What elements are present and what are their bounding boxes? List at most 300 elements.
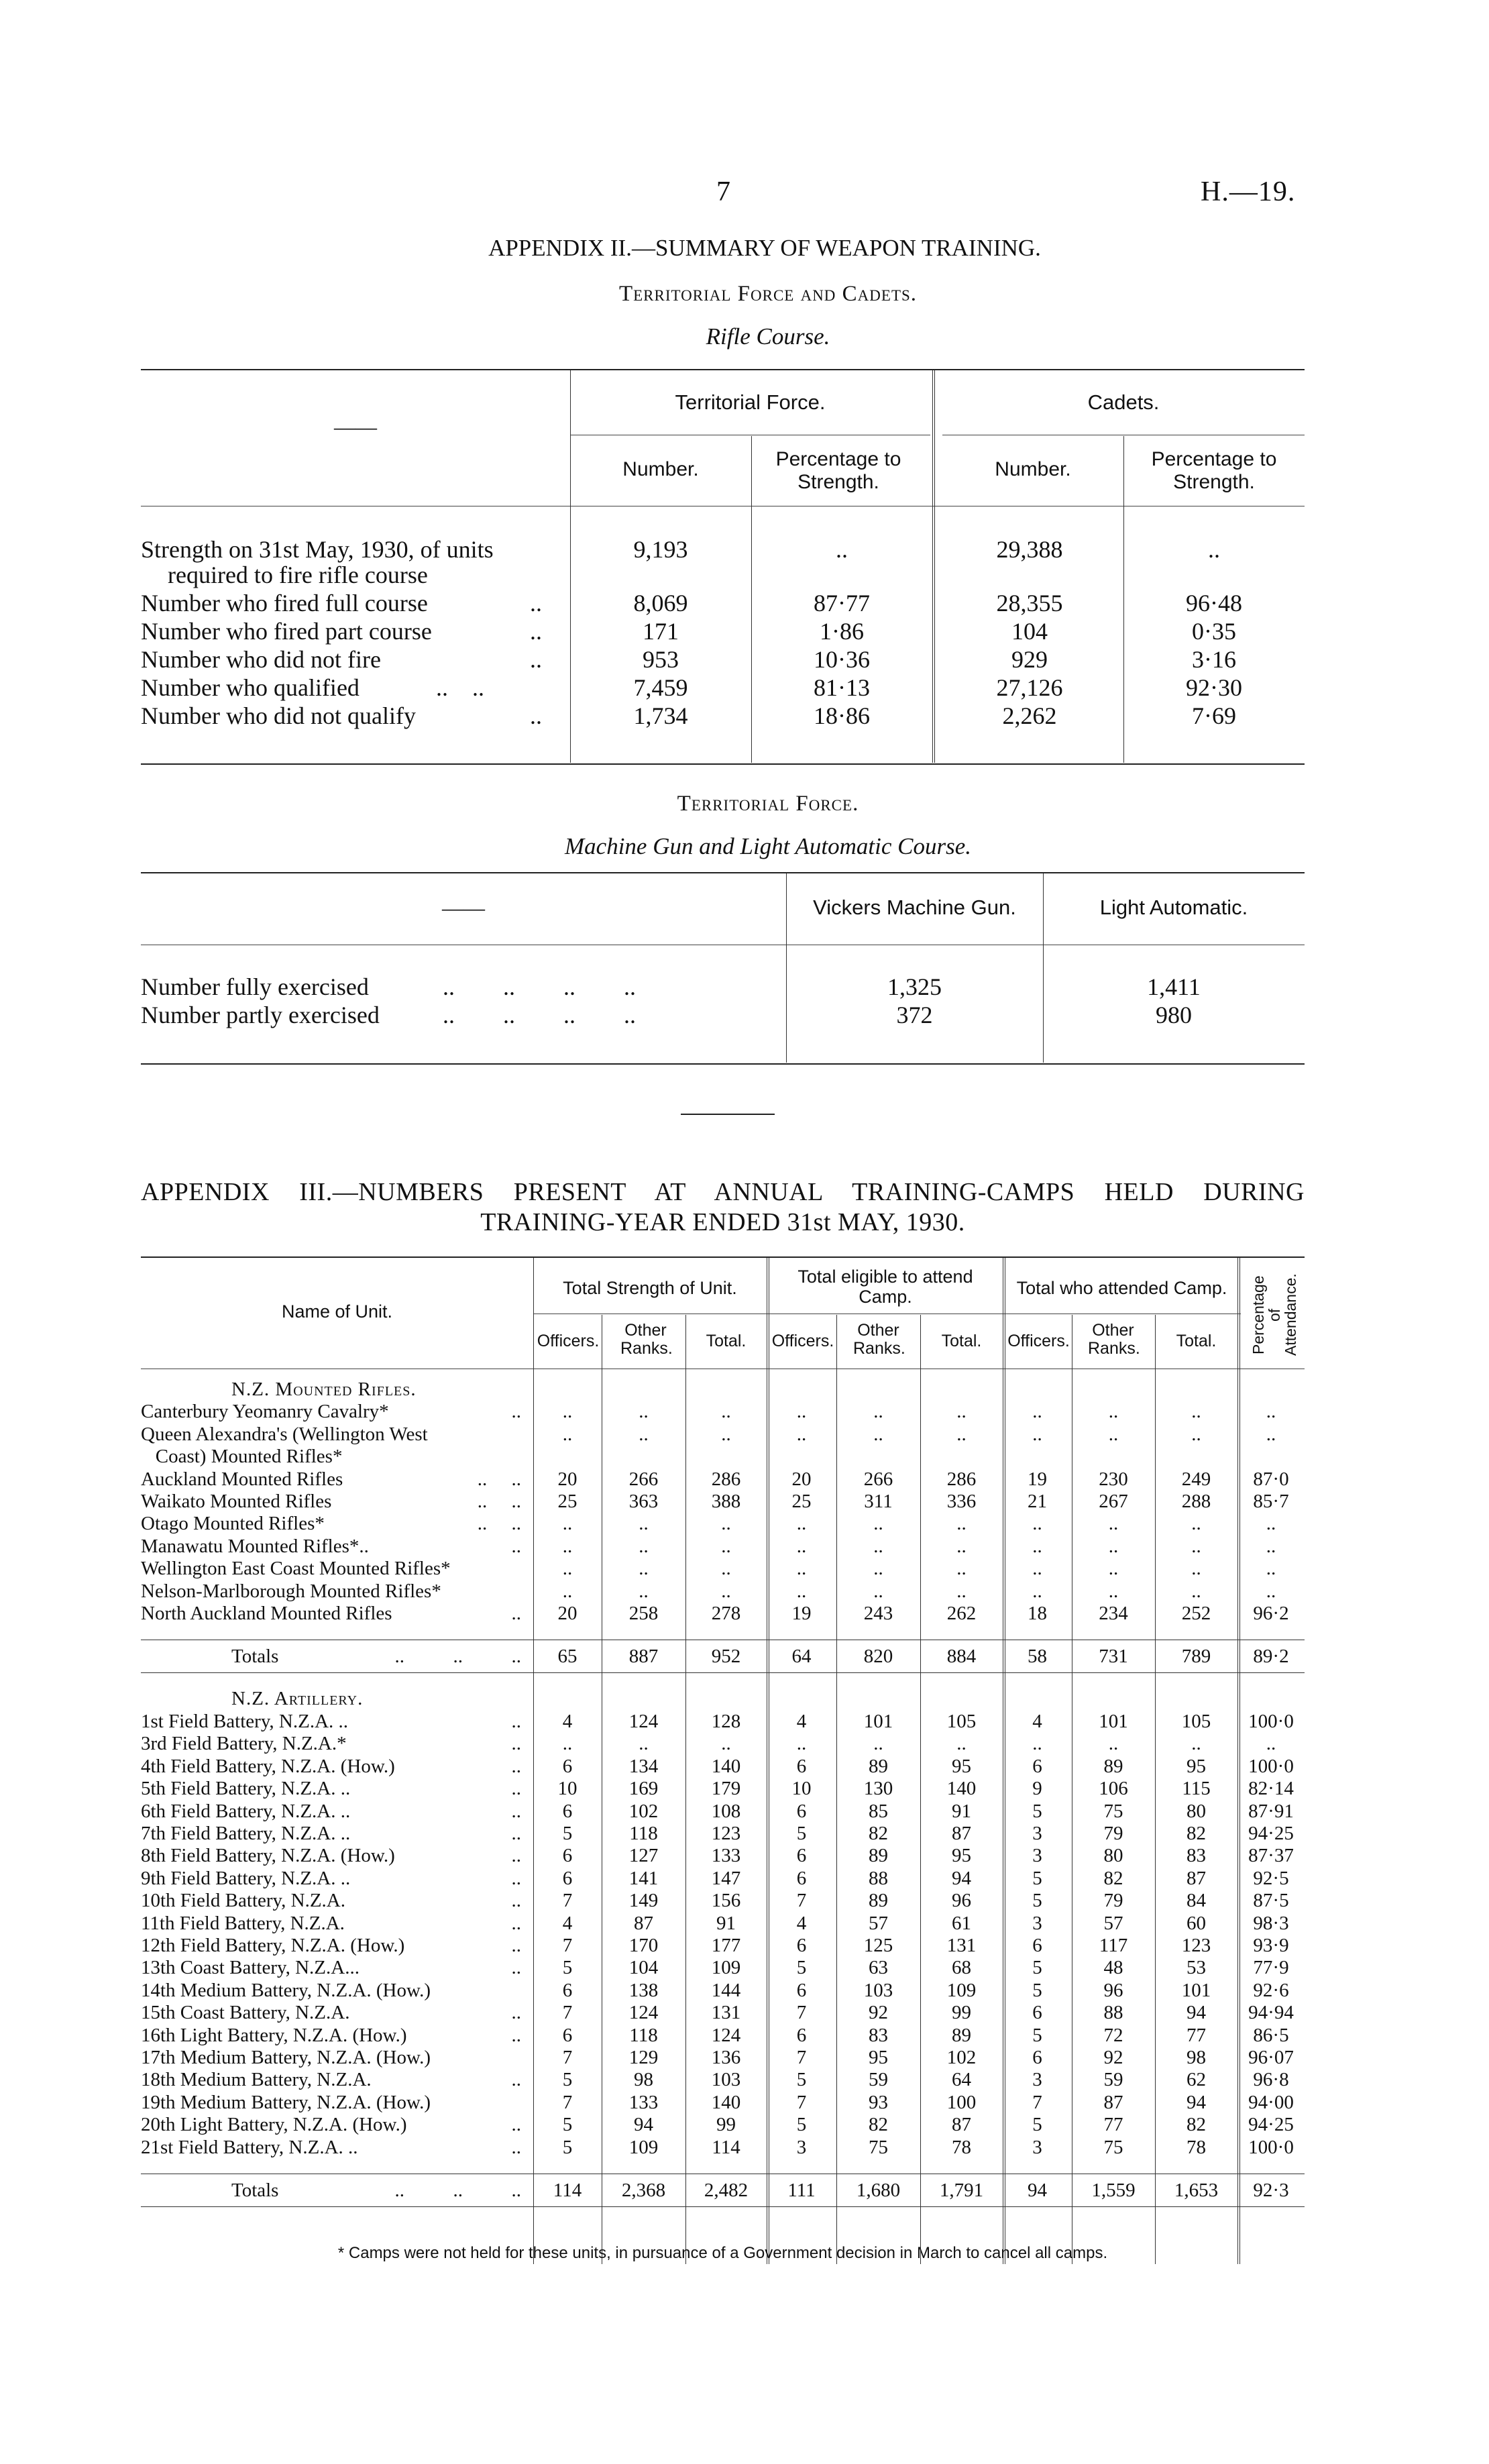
value-cell: 96 [952,1890,971,1912]
value-cell: 96·2 [1253,1603,1289,1625]
value-cell: .. [873,1558,883,1580]
value-cell: 388 [711,1491,741,1513]
value-cell: .. [873,1733,883,1755]
empty-cell [1072,1379,1155,1401]
value-cell: .. [1191,1423,1201,1445]
value-cell: 92·3 [1237,2174,1305,2207]
value-cell: 87·37 [1248,1845,1294,1867]
rifle-row-label: Number who qualified [141,674,360,701]
unit-name: 11th Field Battery, N.Z.A. [141,1912,345,1934]
rifle-row-label: Number who did not qualify [141,702,416,729]
unit-name: 14th Medium Battery, N.Z.A. (How.) [141,1979,431,2001]
value-cell: 84 [1187,1890,1206,1912]
value-cell: 140 [946,1778,977,1800]
value-cell: .. [796,1733,807,1755]
value-cell: 5 [1032,1867,1042,1889]
sub-header-total: Total. [941,1332,982,1350]
leader-dots: .. [530,702,542,729]
leader-dots: .. [511,1912,521,1934]
value-cell: 134 [628,1755,659,1777]
table-row [141,2137,1305,2159]
table-row [141,1401,1305,1423]
value-cell: 109 [628,2136,659,2158]
unit-name: 15th Coast Battery, N.Z.A. [141,2002,350,2024]
value-cell: 78 [1187,2136,1206,2158]
value-cell: 820 [836,1640,920,1673]
unit-name: 17th Medium Battery, N.Z.A. (How.) [141,2046,431,2068]
value-cell: 86·5 [1253,2024,1289,2046]
table-row [141,1558,1305,1580]
value-cell: 4 [796,1912,807,1934]
footnote: * Camps were not held for these units, in pursuance of a Government decision in March to cancel all camps. [337,2244,1108,2262]
value-cell: .. [1032,1423,1042,1445]
rifle-tf-number: 171 [643,618,679,645]
leader-dots: .. .. .. [394,1646,521,1668]
value-cell: 311 [864,1491,893,1513]
value-cell: .. [721,1535,731,1557]
value-cell: 99 [716,2114,736,2136]
value-cell: 101 [1099,1710,1128,1732]
value-cell: 4 [1032,1710,1042,1732]
value-cell: 87 [634,1912,653,1934]
empty-cell [1237,1379,1305,1401]
value-cell: .. [639,1733,649,1755]
value-cell: 92 [1103,2046,1123,2068]
value-cell: 101 [863,1710,893,1732]
value-cell: 57 [869,1912,888,1934]
table-row [141,1913,1305,1935]
unit-name: 4th Field Battery, N.Z.A. (How.) [141,1755,395,1777]
value-cell: .. [639,1423,649,1445]
leader-dots: .. [511,1778,521,1800]
rifle-tf-percentage: .. [836,536,848,563]
value-cell: 98 [634,2069,653,2091]
mg-stub-header: —— [442,896,485,920]
value-cell: 53 [1187,1957,1206,1979]
value-cell: 887 [602,1640,685,1673]
value-cell: 62 [1187,2069,1206,2091]
appendix-3-title: APPENDIX III.—NUMBERS PRESENT AT ANNUAL TRAINING-CAMPS HELD DURING [141,1178,1305,1206]
unit-name: 8th Field Battery, N.Z.A. (How.) [141,1845,395,1867]
value-cell: 363 [628,1491,659,1513]
value-cell: 6 [796,2024,807,2046]
mg-caption: Machine Gun and Light Automatic Course. [565,833,971,859]
sub-header-other-ranks: Other Ranks. [1088,1321,1140,1358]
value-cell: 2,368 [602,2174,685,2207]
rifle-cadets-number: 27,126 [996,674,1063,701]
value-cell: 87 [952,1822,971,1844]
value-cell: .. [1108,1558,1119,1580]
value-cell: 278 [711,1603,741,1625]
value-cell: .. [1108,1535,1119,1557]
rifle-row-label-continued: required to fire rifle course [168,561,428,588]
empty-cell [836,1379,920,1401]
leader-dots: .. [511,1934,521,1956]
value-cell: 140 [711,1755,741,1777]
unit-name: 13th Coast Battery, N.Z.A... [141,1957,360,1979]
value-cell: 89 [869,1755,888,1777]
spacer [141,2159,1305,2174]
value-cell: .. [956,1401,967,1423]
value-cell: .. [721,1423,731,1445]
leader-dots: .. [511,1822,521,1844]
value-cell: 108 [711,1800,741,1822]
value-cell: 75 [1103,2136,1123,2158]
table-row [141,2047,1305,2069]
mg-subtitle: Territorial Force. [677,792,859,816]
leader-dots: .. [511,2069,521,2091]
value-cell: 88 [869,1867,888,1889]
value-cell: .. [1266,1535,1276,1557]
value-cell: 100·0 [1248,1755,1294,1777]
value-cell: .. [562,1513,573,1535]
value-cell: 64 [767,1640,836,1673]
group-header-total-eligible: Total eligible to attend Camp. [797,1267,973,1307]
unit-name: Auckland Mounted Rifles [141,1468,343,1490]
value-cell: 128 [711,1710,741,1732]
mg-light-value: 980 [1156,1002,1192,1028]
value-cell: 83 [1187,1845,1206,1867]
value-cell: .. [1108,1733,1119,1755]
value-cell: 94 [952,1867,971,1889]
value-cell: 109 [946,1979,977,2001]
table-row [141,1536,1305,1558]
rifle-cadets-number: 29,388 [996,536,1063,563]
unit-name: 12th Field Battery, N.Z.A. (How.) [141,1934,405,1956]
group-header-total-strength: Total Strength of Unit. [563,1278,737,1298]
unit-name: 18th Medium Battery, N.Z.A. [141,2069,372,2091]
col-header-tf-percentage: Percentage to Strength. [775,448,901,493]
value-cell: 141 [628,1867,659,1889]
unit-name: 5th Field Battery, N.Z.A. .. [141,1778,351,1800]
value-cell: 286 [711,1468,741,1490]
value-cell: 75 [1103,1800,1123,1822]
appendix-3-title-line2: TRAINING-YEAR ENDED 31st MAY, 1930. [480,1208,965,1236]
table-row [141,2025,1305,2047]
value-cell: .. [796,1580,807,1602]
empty-cell [602,1379,685,1401]
value-cell: 111 [767,2174,836,2207]
value-cell: 58 [1003,1640,1072,1673]
leader-dots: .. [511,1710,521,1732]
value-cell: 80 [1103,1845,1123,1867]
empty-cell [1003,1379,1072,1401]
unit-name: 16th Light Battery, N.Z.A. (How.) [141,2024,407,2046]
value-cell: 78 [952,2136,971,2158]
empty-cell [685,1688,767,1710]
value-cell: 124 [628,2002,659,2024]
table-row [141,1778,1305,1800]
value-cell: .. [873,1535,883,1557]
value-cell: 2,482 [685,2174,767,2207]
value-cell: 109 [711,1957,741,1979]
value-cell: 6 [1032,2002,1042,2024]
value-cell: .. [1032,1535,1042,1557]
value-cell: 5 [562,2136,573,2158]
value-cell: .. [721,1580,731,1602]
value-cell: 147 [711,1867,741,1889]
value-cell: .. [562,1733,573,1755]
value-cell: 133 [711,1845,741,1867]
value-cell: 95 [1187,1755,1206,1777]
value-cell: 105 [1181,1710,1211,1732]
value-cell: 87 [1187,1867,1206,1889]
rifle-tf-percentage: 81·13 [814,674,870,701]
leader-dots: .. [530,646,542,673]
unit-name: 10th Field Battery, N.Z.A. [141,1890,345,1912]
value-cell [602,1446,685,1468]
value-cell: 124 [628,1710,659,1732]
mg-row-label: Number fully exercised [141,973,369,1000]
empty-cell [1237,1688,1305,1710]
value-cell: .. [956,1580,967,1602]
value-cell: .. [639,1401,649,1423]
table-row [141,1980,1305,2002]
value-cell: .. [562,1535,573,1557]
document-reference: H.—19. [1201,176,1296,207]
leader-dots: .. [511,1733,521,1755]
totals-row [141,2174,1305,2207]
mg-light-value: 1,411 [1147,973,1201,1000]
value-cell: 101 [1181,1979,1211,2001]
value-cell: 127 [628,1845,659,1867]
leader-dots: .. [511,1845,521,1867]
empty-cell [1003,1688,1072,1710]
value-cell: 82 [1187,1822,1206,1844]
value-cell: .. [1032,1401,1042,1423]
value-cell: 83 [869,2024,888,2046]
value-cell [1155,1446,1237,1468]
section-heading: N.Z. Mounted Rifles. [231,1379,417,1400]
value-cell: 3 [796,2136,807,2158]
value-cell: 95 [952,1845,971,1867]
value-cell: 20 [557,1603,577,1625]
value-cell: 82 [869,1822,888,1844]
value-cell: .. [1266,1733,1276,1755]
value-cell: 5 [562,2114,573,2136]
value-cell: 5 [1032,1890,1042,1912]
value-cell: 138 [628,1979,659,2001]
value-cell: .. [956,1733,967,1755]
value-cell: 94·94 [1248,2002,1294,2024]
value-cell: 131 [946,1934,977,1956]
mg-row-label: Number partly exercised [141,1002,380,1028]
value-cell: 82 [869,2114,888,2136]
value-cell: 252 [1181,1603,1211,1625]
value-cell: .. [1191,1558,1201,1580]
value-cell: 80 [1187,1800,1206,1822]
col-header-cadets-number: Number. [995,458,1071,480]
value-cell: 177 [711,1934,741,1956]
value-cell: 115 [1182,1778,1211,1800]
table-row [141,1711,1305,1733]
value-cell: 82 [1187,2114,1206,2136]
table-row [141,2069,1305,2091]
rifle-cadets-percentage: 7·69 [1192,702,1236,729]
empty-cell [533,1688,602,1710]
col-header-cadets-percentage: Percentage to Strength. [1151,448,1277,493]
totals-label: Totals [231,2180,279,2201]
value-cell: 77 [1187,2024,1206,2046]
totals-label: Totals [231,1646,279,1668]
value-cell: .. [796,1558,807,1580]
value-cell: .. [1266,1513,1276,1535]
value-cell: .. [956,1535,967,1557]
value-cell: 95 [869,2046,888,2068]
value-cell: 6 [796,1800,807,1822]
value-cell: 249 [1181,1468,1211,1490]
value-cell: 7 [796,2046,807,2068]
empty-cell [836,1688,920,1710]
value-cell: .. [1108,1513,1119,1535]
value-cell: 64 [952,2069,971,2091]
unit-name: Coast) Mounted Rifles* [141,1446,343,1468]
table-row [141,1603,1305,1625]
value-cell: 4 [796,1710,807,1732]
value-cell: 124 [711,2024,741,2046]
value-cell: 7 [1032,2091,1042,2113]
rifle-cadets-percentage: 3·16 [1192,646,1236,673]
leader-dots: .. .. .. .. [443,1002,636,1028]
leader-dots: .. [530,590,542,617]
table-row [141,2002,1305,2024]
value-cell: 243 [863,1603,893,1625]
rifle-cadets-number: 104 [1011,618,1048,645]
value-cell: 123 [711,1822,741,1844]
value-cell: 118 [629,2024,658,2046]
value-cell: 87 [1103,2091,1123,2113]
value-cell: 89 [1103,1755,1123,1777]
value-cell: 94·25 [1248,1822,1294,1844]
value-cell: 7 [562,1890,573,1912]
leader-dots: .. .. [477,1468,521,1490]
rifle-tf-number: 8,069 [633,590,688,617]
value-cell: 25 [791,1491,812,1513]
col-header-percentage-attendance: Percentage of Attendance. [1250,1273,1299,1356]
value-cell: 118 [629,1822,658,1844]
rifle-cadets-percentage: 92·30 [1186,674,1242,701]
sub-header-total: Total. [706,1332,747,1350]
value-cell: 93 [869,2091,888,2113]
table-row [141,1935,1305,1957]
empty-cell [767,1379,836,1401]
leader-dots: .. .. [436,674,484,701]
value-cell: 100 [946,2091,977,2113]
unit-name: Wellington East Coast Mounted Rifles* [141,1558,451,1580]
value-cell: 3 [1032,1912,1042,1934]
value-cell: 75 [869,2136,888,2158]
value-cell: 130 [863,1778,893,1800]
value-cell: 6 [562,1867,573,1889]
table-row [141,1845,1305,1867]
value-cell: 262 [946,1603,977,1625]
value-cell: 136 [711,2046,741,2068]
unit-name: 6th Field Battery, N.Z.A. .. [141,1800,351,1822]
value-cell: 94 [634,2114,653,2136]
value-cell: 98·3 [1253,1912,1289,1934]
value-cell: 59 [869,2069,888,2091]
value-cell: .. [1191,1401,1201,1423]
value-cell: .. [1032,1558,1042,1580]
leader-dots: .. [511,2114,521,2136]
rifle-cadets-number: 2,262 [1002,702,1057,729]
unit-name: Canterbury Yeomanry Cavalry* [141,1401,389,1423]
value-cell: 144 [711,1979,741,2001]
value-cell: .. [796,1513,807,1535]
value-cell: .. [721,1401,731,1423]
rifle-course-caption: Rifle Course. [706,323,830,350]
value-cell: 5 [562,1822,573,1844]
value-cell: .. [1108,1401,1119,1423]
value-cell: 106 [1099,1778,1128,1800]
value-cell: 85 [869,1800,888,1822]
unit-name: 20th Light Battery, N.Z.A. (How.) [141,2114,407,2136]
mg-vickers-value: 372 [896,1002,933,1028]
empty-cell [920,1688,1003,1710]
value-cell [533,1446,602,1468]
value-cell: 89 [952,2024,971,2046]
unit-name: North Auckland Mounted Rifles [141,1603,392,1625]
value-cell: 266 [628,1468,659,1490]
value-cell: 156 [711,1890,741,1912]
value-cell: .. [873,1401,883,1423]
value-cell: 5 [1032,1979,1042,2001]
value-cell: 170 [628,1934,659,1956]
value-cell: .. [796,1423,807,1445]
value-cell: .. [1266,1401,1276,1423]
unit-name: Manawatu Mounted Rifles*.. [141,1535,369,1557]
rifle-tf-number: 1,734 [633,702,688,729]
value-cell: 125 [863,1934,893,1956]
value-cell: .. [1032,1513,1042,1535]
rifle-tf-number: 9,193 [633,536,688,563]
leader-dots: .. [511,2002,521,2024]
rifle-tf-number: 953 [643,646,679,673]
table-row [141,1424,1305,1446]
rifle-cadets-percentage: 0·35 [1192,618,1236,645]
value-cell: 114 [712,2136,740,2158]
value-cell: .. [1191,1513,1201,1535]
page-number: 7 [716,176,730,207]
value-cell: 7 [562,2091,573,2113]
value-cell: 3 [1032,1822,1042,1844]
value-cell: 99 [952,2002,971,2024]
appendix-2-subtitle: Territorial Force and Cadets. [618,282,918,306]
value-cell: .. [721,1513,731,1535]
table-row [141,1581,1305,1603]
value-cell: .. [562,1423,573,1445]
leader-dots: .. .. [477,1513,521,1535]
unit-name: 21st Field Battery, N.Z.A. .. [141,2136,358,2158]
value-cell: 6 [562,1800,573,1822]
empty-cell [1155,1379,1237,1401]
value-cell: 103 [863,1979,893,2001]
leader-dots: .. [511,1867,521,1889]
table-row [141,1446,1305,1468]
value-cell: 1,653 [1155,2174,1237,2207]
value-cell: 7 [562,1934,573,1956]
rifle-tf-percentage: 1·86 [820,618,864,645]
value-cell: 79 [1103,1890,1123,1912]
value-cell: .. [562,1580,573,1602]
table-row [141,1890,1305,1912]
value-cell: 129 [628,2046,659,2068]
spacer [141,1673,1305,1689]
value-cell: 63 [869,1957,888,1979]
col-header-name-of-unit: Name of Unit. [281,1301,393,1322]
value-cell: 3 [1032,1845,1042,1867]
value-cell: 117 [1099,1934,1128,1956]
